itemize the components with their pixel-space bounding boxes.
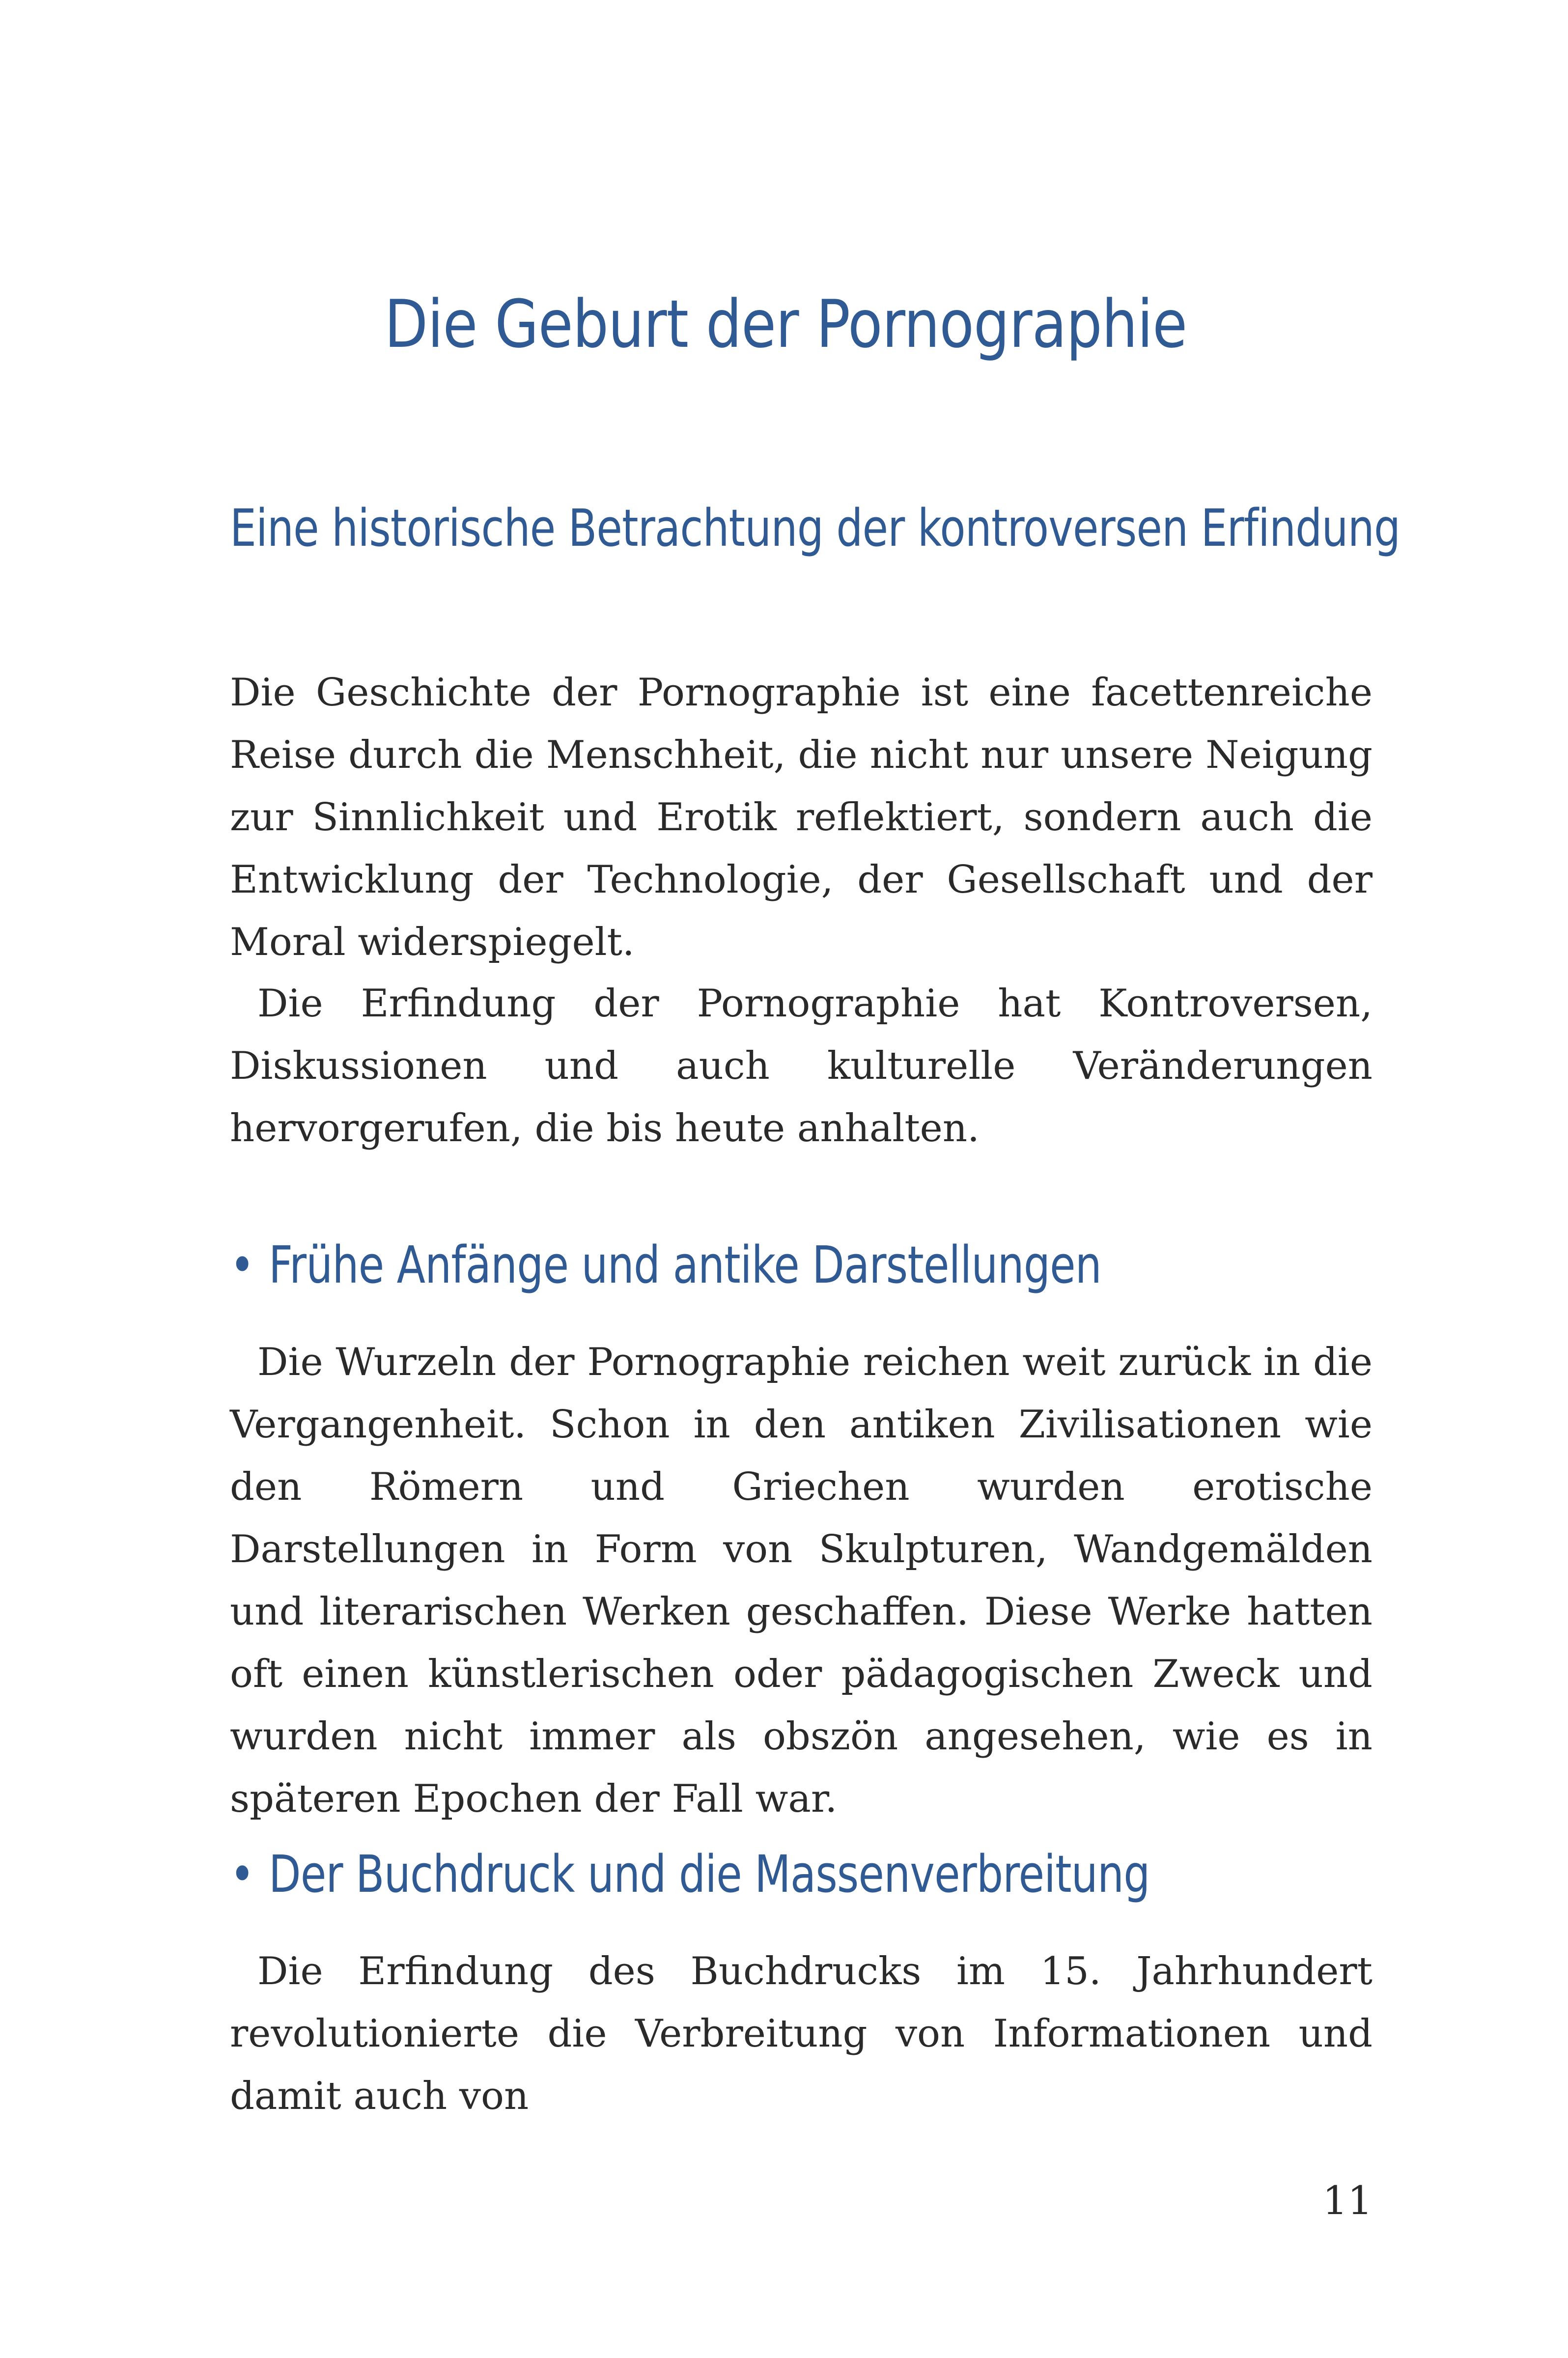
page-number: 11 bbox=[1322, 2178, 1372, 2223]
section-heading-text: Der Buchdruck und die Massenverbreitung bbox=[269, 1844, 1150, 1904]
section-heading-early-beginnings bbox=[230, 1228, 1101, 1302]
section-paragraph-early-beginnings: Die Wurzeln der Pornographie reichen weit zurück in die Vergangenheit. Schon in den antiken Zivilisationen wie den Römern und Griechen wurden erotische Darstellungen in Form von Skulpturen, Wandgemälden und literarischen Werken geschaffen. Diese Werke hatten oft einen künstlerischen oder pädagogischen Zweck und wurden nicht immer als obszön angesehen, wie es in späteren Epochen der Fall war. bbox=[230, 1340, 1372, 1821]
section-paragraph-printing-press: Die Erfindung des Buchdrucks im 15. Jahrhundert revolutionierte die Verbreitung von Informationen und damit auch von bbox=[230, 1949, 1372, 2118]
chapter-subtitle: Eine historische Betrachtung der kontroversen Erfindung bbox=[230, 498, 1400, 558]
chapter-title: Die Geburt der Pornographie bbox=[384, 286, 1187, 363]
intro-paragraph-2: Die Erfindung der Pornographie hat Kontroversen, Diskussionen und auch kulturelle Veränderungen hervorgerufen, die bis heute anhalten. bbox=[230, 982, 1372, 1151]
section-heading-printing-press bbox=[230, 1837, 1150, 1911]
bullet-icon: • bbox=[230, 1844, 254, 1904]
intro-paragraph-1: Die Geschichte der Pornographie ist eine facettenreiche Reise durch die Menschheit, die nicht nur unsere Neigung zur Sinnlichkeit und Erotik reflektiert, sondern auch die Entwicklung der Technologie, der Gesellschaft und der Moral widerspiegelt. bbox=[230, 671, 1372, 964]
bullet-icon: • bbox=[230, 1235, 254, 1295]
section-heading-text: Frühe Anfänge und antike Darstellungen bbox=[269, 1235, 1102, 1295]
